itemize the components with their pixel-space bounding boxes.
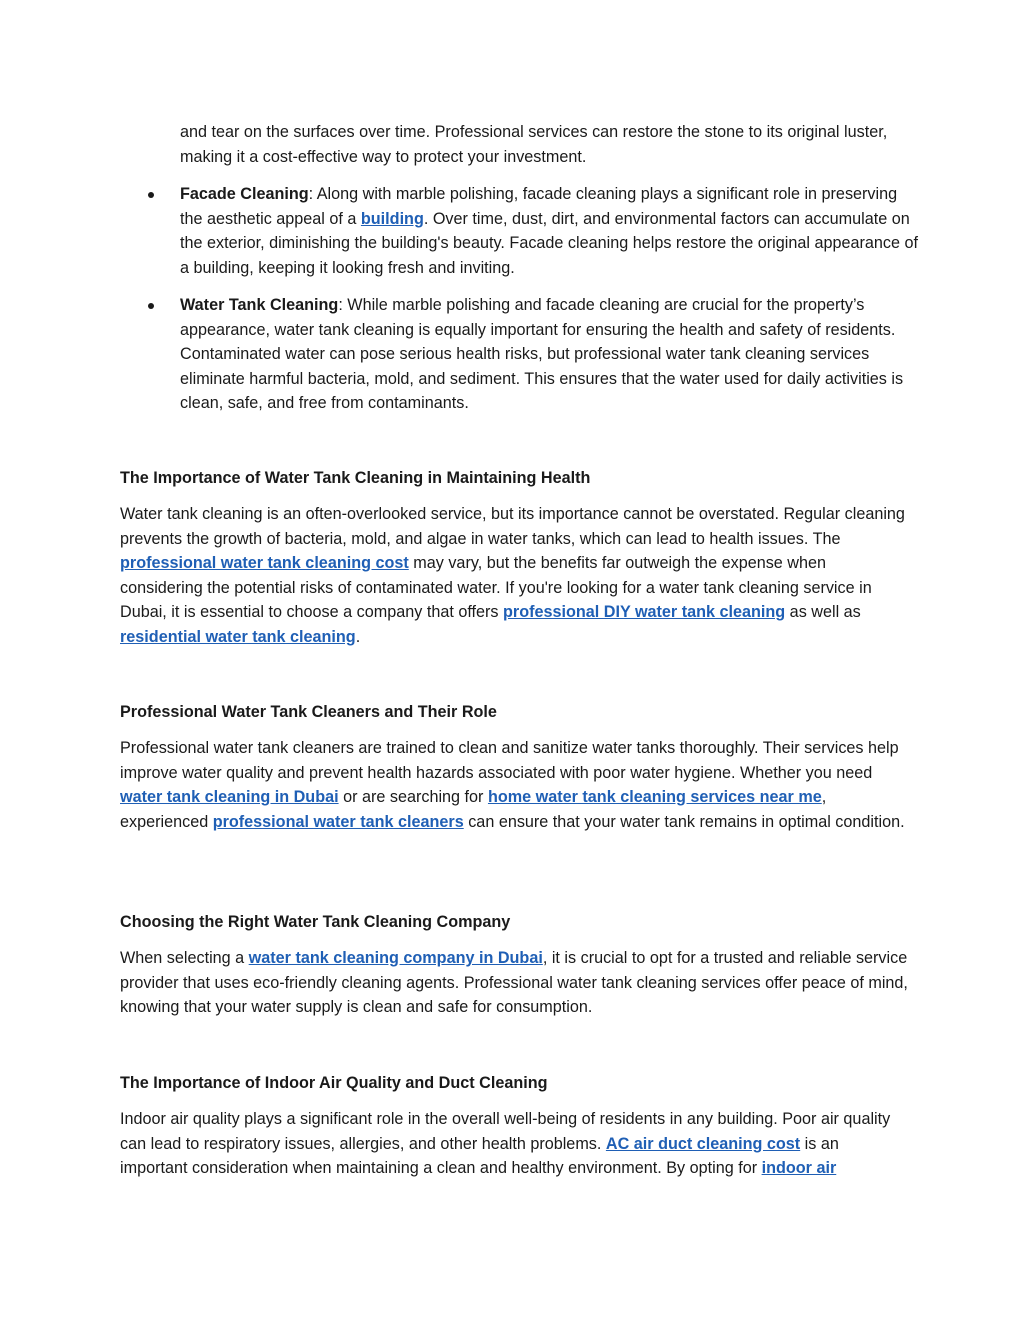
diy-cleaning-link[interactable]: professional DIY water tank cleaning — [503, 603, 786, 621]
professional-cleaners-link[interactable]: professional water tank cleaners — [212, 812, 464, 831]
indoor-air-link[interactable]: indoor air — [761, 1159, 837, 1177]
section-paragraph: Water tank cleaning is an often-overlooked service, but its importance cannot be overstated. Regular cleaning prevents the growth of bacteria, mold, and algae in water tanks, which can lead to health issues. The professional water tank cleaning cost may vary, but the benefits far outweigh the expense when considering the potential risks of contaminated water. If you're looking for a water tank cleaning service in Dubai, it is essential to choose a company that offers professional DIY water tank cleaning as well as residential water tank cleaning. — [120, 505, 905, 646]
section-professional-cleaners — [120, 701, 910, 834]
duct-cleaning-cost-link[interactable]: AC air duct cleaning cost — [605, 1134, 801, 1153]
cleaning-in-dubai-link[interactable]: water tank cleaning in Dubai — [120, 788, 339, 806]
section-heading: The Importance of Indoor Air Quality and Duct Cleaning — [120, 1074, 548, 1092]
residential-cleaning-link[interactable]: residential water tank cleaning — [120, 627, 356, 646]
bullet-text: : While marble polishing and facade cleaning are crucial for the property’s appearance, water tank cleaning is equally important for ensuring the health and safety of residents. Contaminated water can pose serious health risks, but professional water tank cleaning services eliminate harmful bacteria, mold, and sediment. This ensures that the water used for daily activities is clean, safe, and free from contaminants. — [180, 296, 904, 412]
bullet-list — [120, 182, 920, 429]
company-in-dubai-link[interactable]: water tank cleaning company in Dubai — [248, 949, 543, 967]
section-water-tank-health — [120, 467, 910, 649]
section-indoor-air-quality — [120, 1072, 910, 1181]
bullet-text: : Along with marble polishing, facade cleaning plays a significant role in preserving the aesthetic appeal of a — [180, 185, 898, 228]
section-heading: The Importance of Water Tank Cleaning in Maintaining Health — [120, 469, 591, 487]
bullet-term: Facade Cleaning — [180, 185, 309, 203]
section-paragraph: When selecting a water tank cleaning company in Dubai, it is crucial to opt for a trusted and reliable service provider that uses eco-friendly cleaning agents. Professional water tank cleaning services offer peace of mind, knowing that your water supply is clean and safe for consumption. — [120, 949, 908, 1016]
continuation-paragraph: and tear on the surfaces over time. Professional services can restore the stone to its original luster, making it a cost-effective way to protect your investment. — [180, 123, 888, 166]
near-me-link[interactable]: home water tank cleaning services near me — [487, 788, 822, 806]
section-heading: Choosing the Right Water Tank Cleaning Company — [120, 913, 511, 931]
bullet-icon — [148, 303, 154, 309]
list-item-water-tank-cleaning — [120, 293, 920, 416]
cleaning-cost-link[interactable]: professional water tank cleaning cost — [120, 554, 409, 572]
building-link[interactable]: building — [360, 209, 424, 228]
list-item-facade-cleaning — [120, 182, 920, 280]
section-choosing-company — [120, 911, 910, 1020]
bullet-text: . Over time, dust, dirt, and environmental factors can accumulate on the exterior, diminishing the building's beauty. Facade cleaning helps restore the original appearance of a building, keeping it looking fresh and inviting. — [180, 209, 918, 277]
section-paragraph: Indoor air quality plays a significant role in the overall well-being of residents in any building. Poor air quality can lead to respiratory issues, allergies, and other health problems. AC air duct cleaning cost is an important consideration when maintaining a clean and healthy environment. By opting for indoor air — [120, 1110, 891, 1177]
section-paragraph: Professional water tank cleaners are trained to clean and sanitize water tanks thoroughly. Their services help improve water quality and prevent health hazards associated with poor water hygiene. Whether you need water tank cleaning in Dubai or are searching for home water tank cleaning services near me, experienced professional water tank cleaners can ensure that your water tank remains in optimal condition. — [120, 739, 905, 831]
bullet-term: Water Tank Cleaning — [180, 296, 339, 314]
bullet-icon — [148, 192, 154, 198]
section-heading: Professional Water Tank Cleaners and Their Role — [120, 703, 497, 721]
